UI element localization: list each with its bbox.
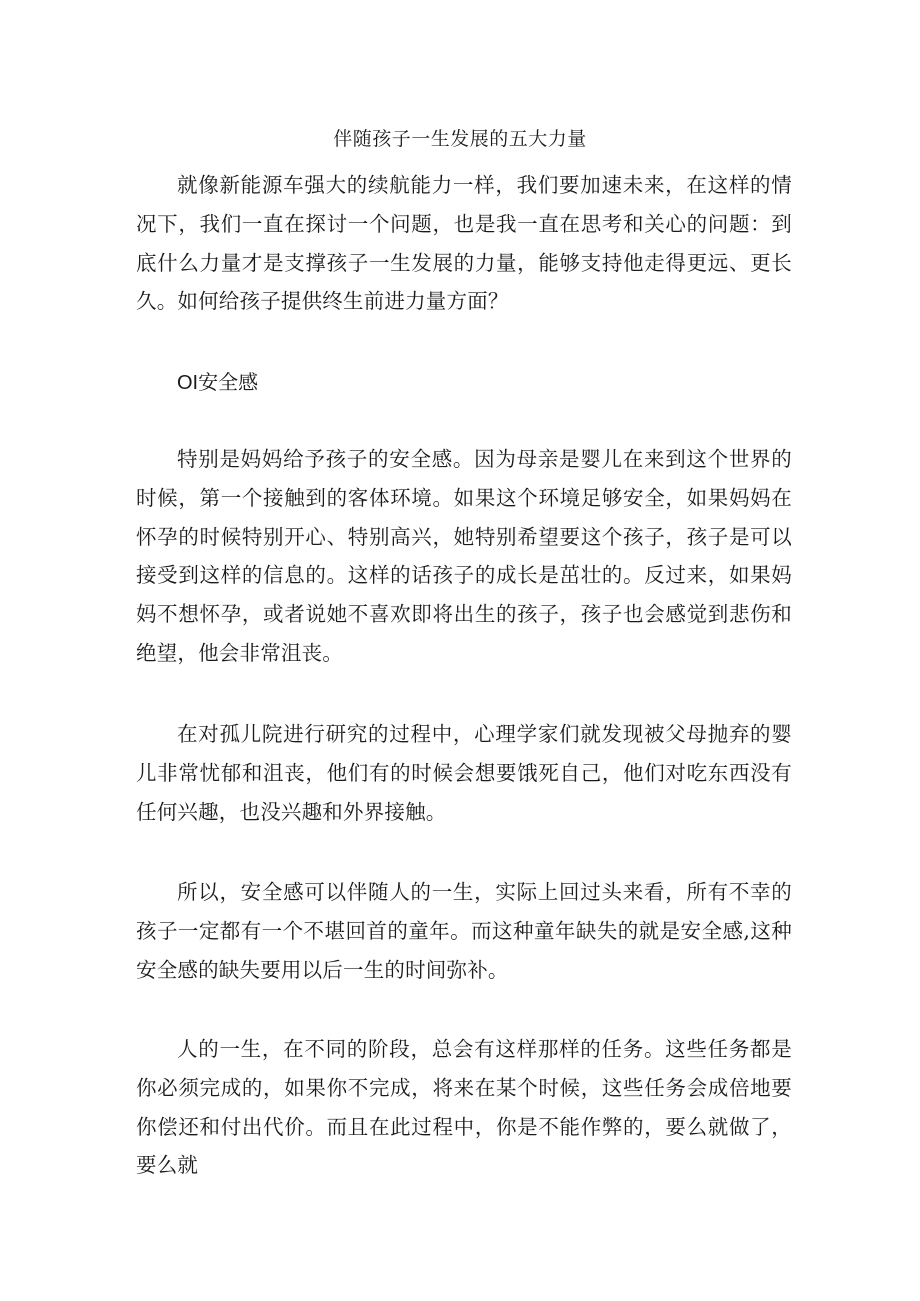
section-number: OI [177,372,199,394]
body-paragraph-3: 所以，安全感可以伴随人的一生，实际上回过头来看，所有不幸的孩子一定都有一个不堪回首的童年。而这种童年缺失的就是安全感,这种安全感的缺失要用以后一生的时间弥补。 [136,880,792,982]
intro-paragraph: 就像新能源车强大的续航能力一样，我们要加速未来，在这样的情况下，我们一直在探讨一个问题，也是我一直在思考和关心的问题：到底什么力量才是支撑孩子一生发展的力量，能够支持他走得更远、更长久。如何给孩子提供终生前进力量方面？ [136,173,792,314]
document-title: 伴随孩子一生发展的五大力量 [333,128,587,150]
body-paragraph-4: 人的一生，在不同的阶段，总会有这样那样的任务。这些任务都是你必须完成的，如果你不完成，将来在某个时候，这些任务会成倍地要你偿还和付出代价。而且在此过程中，你是不能作弊的，要么就做了，要么就 [136,1037,792,1178]
body-paragraph-2: 在对孤儿院进行研究的过程中，心理学家们就发现被父母抛弃的婴儿非常忧郁和沮丧，他们有的时候会想要饿死自己，他们对吃东西没有任何兴趣，也没兴趣和外界接触。 [136,722,792,824]
section-title: 安全感 [198,370,259,394]
body-paragraph-1: 特别是妈妈给予孩子的安全感。因为母亲是婴儿在来到这个世界的时候，第一个接触到的客体环境。如果这个环境足够安全，如果妈妈在怀孕的时候特别开心、特别高兴，她特别希望要这个孩子，孩子是可以接受到这样的信息的。这样的话孩子的成长是茁壮的。反过来，如果妈妈不想怀孕，或者说她不喜欢即将出生的孩子，孩子也会感觉到悲伤和绝望，他会非常沮丧。 [136,447,792,665]
section-heading [177,367,258,398]
